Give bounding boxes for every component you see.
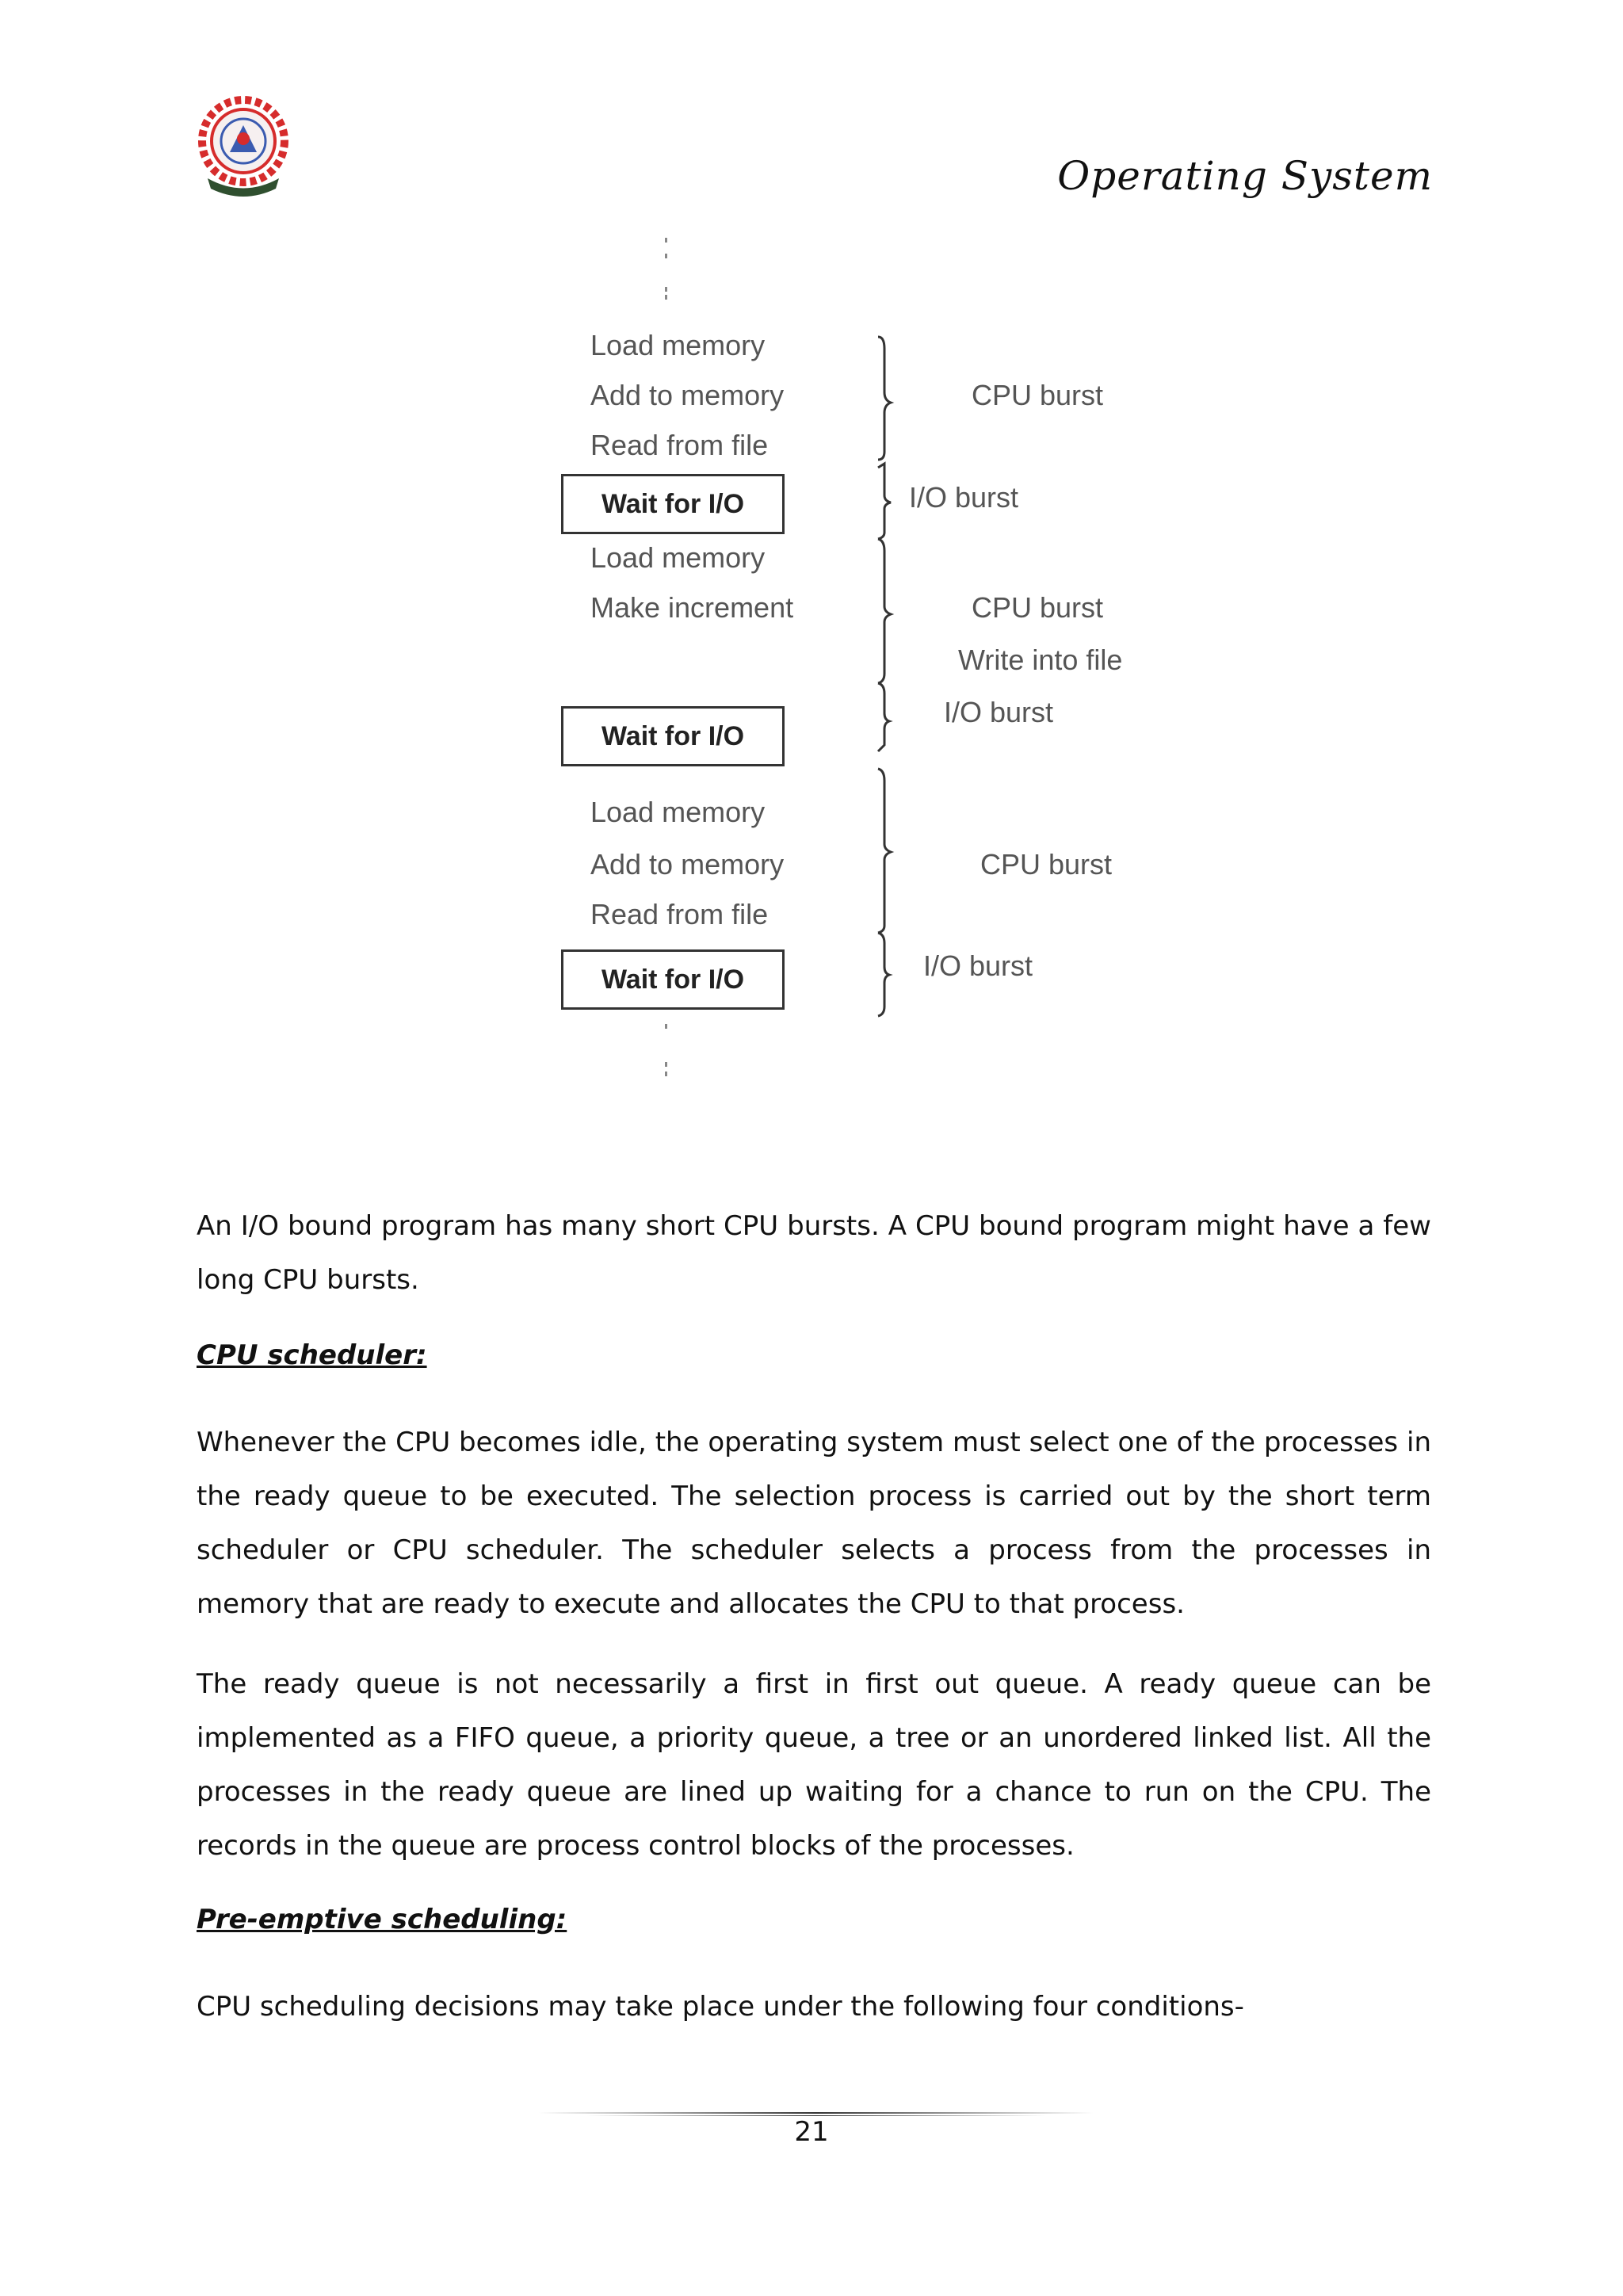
diagram-line: Load memory bbox=[590, 796, 766, 828]
cpu-io-burst-diagram bbox=[523, 222, 1173, 1094]
burst-label: I/O burst bbox=[923, 949, 1033, 982]
gear-logo-icon bbox=[198, 95, 289, 198]
diagram-line: Load memory bbox=[590, 329, 766, 361]
burst-label: I/O burst bbox=[944, 696, 1054, 728]
paragraph-io-bound: An I/O bound program has many short CPU bursts. A CPU bound program might have a few long CPU bursts. bbox=[197, 1210, 1431, 1296]
burst-label: I/O burst bbox=[909, 481, 1019, 514]
wait-for-io-box: Wait for I/O bbox=[561, 949, 785, 1010]
wait-for-io-box: Wait for I/O bbox=[561, 706, 785, 766]
diagram-line: Read from file bbox=[590, 429, 769, 461]
paragraph-ready-queue: The ready queue is not necessarily a first in first out queue. A ready queue can be implemented as a FIFO queue, a priority queue, a tree or an unordered linked list. All the processes in the ready queue are lined up waiting for a chance to run on the CPU. The records in the queue are process control blocks of the processes. bbox=[197, 1668, 1431, 1862]
diagram-line: Read from file bbox=[590, 898, 769, 930]
wait-for-io-box: Wait for I/O bbox=[561, 474, 785, 534]
burst-label: CPU burst bbox=[972, 591, 1104, 624]
diagram-line: Add to memory bbox=[590, 848, 785, 881]
heading-preemptive-scheduling: Pre-emptive scheduling: bbox=[197, 1904, 567, 1935]
paragraph-cpu-scheduler: Whenever the CPU becomes idle, the operating system must select one of the processes in the ready queue to be executed. The selection process is carried out by the short term scheduler or CPU scheduler. The scheduler selects a process from the processes in memory that are ready to execute and allocates the CPU to that process. bbox=[197, 1427, 1431, 1620]
diagram-line: Load memory bbox=[590, 541, 766, 574]
header-title: Operating System bbox=[1057, 153, 1433, 199]
paragraph-scheduling-conditions: CPU scheduling decisions may take place under the following four conditions- bbox=[197, 1991, 1244, 2023]
diagram-line: Add to memory bbox=[590, 379, 785, 411]
institution-logo bbox=[198, 95, 289, 198]
burst-label: CPU burst bbox=[972, 379, 1104, 411]
heading-cpu-scheduler: CPU scheduler: bbox=[197, 1339, 427, 1371]
page-number: 21 bbox=[794, 2116, 829, 2148]
burst-label: Write into file bbox=[958, 644, 1123, 676]
diagram-line: Make increment bbox=[590, 591, 794, 624]
burst-label: CPU burst bbox=[980, 848, 1113, 881]
